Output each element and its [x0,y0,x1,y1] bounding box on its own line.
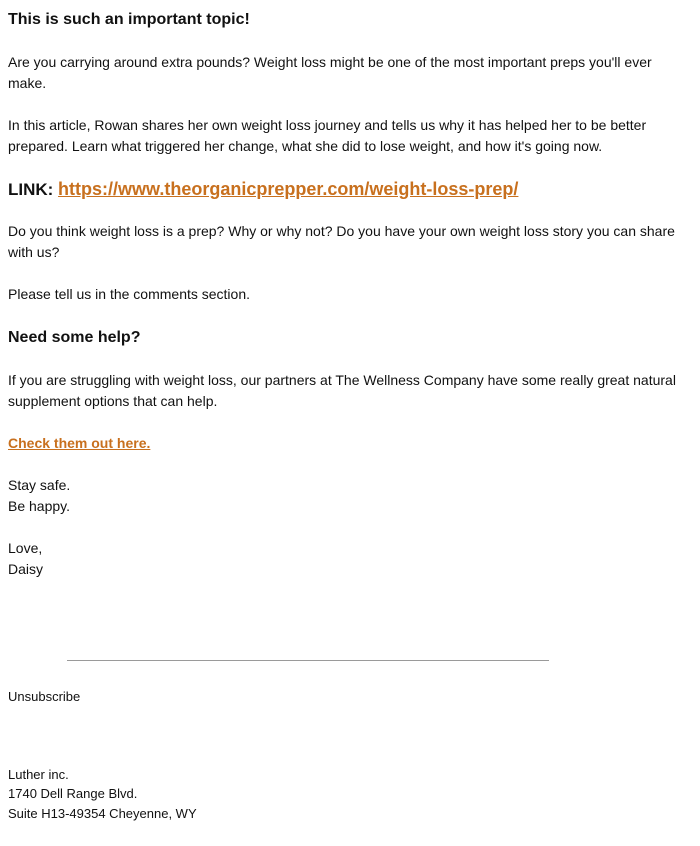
signoff-name: Daisy [8,561,44,577]
question-paragraph: Do you think weight loss is a prep? Why or why not? Do you have your own weight loss story you can share with us? [8,223,675,260]
article-link[interactable]: https://www.theorganicprepper.com/weight-loss-prep/ [58,179,519,199]
article-paragraph: In this article, Rowan shares her own weight loss journey and tells us why it has helped her to be better prepared. Learn what triggered her change, what she did to lose weight, and how it's going now. [8,117,647,154]
check-link-line [8,433,692,454]
unsubscribe-link[interactable]: Unsubscribe [8,689,81,704]
signoff-stay-safe: Stay safe. [8,477,71,493]
footer-company: Luther inc. [8,767,69,782]
link-prefix: LINK: [8,180,59,199]
footer-address-line1: 1740 Dell Range Blvd. [8,786,138,801]
heading-need-help: Need some help? [8,329,141,346]
footer-divider [67,660,549,661]
footer-address-line2: Suite H13-49354 Cheyenne, WY [8,806,197,821]
help-paragraph: If you are struggling with weight loss, our partners at The Wellness Company have some really great natural supplement options that can help. [8,372,676,409]
intro-paragraph: Are you carrying around extra pounds? Weight loss might be one of the most important preps you'll ever make. [8,54,652,91]
signoff-be-happy: Be happy. [8,498,71,514]
footer-unsubscribe-line [8,687,80,707]
check-them-out-link[interactable]: Check them out here. [8,435,151,451]
heading-important-topic: This is such an important topic! [8,11,250,28]
signoff-love: Love, [8,540,43,556]
comments-paragraph: Please tell us in the comments section. [8,286,251,302]
link-line [8,178,518,201]
